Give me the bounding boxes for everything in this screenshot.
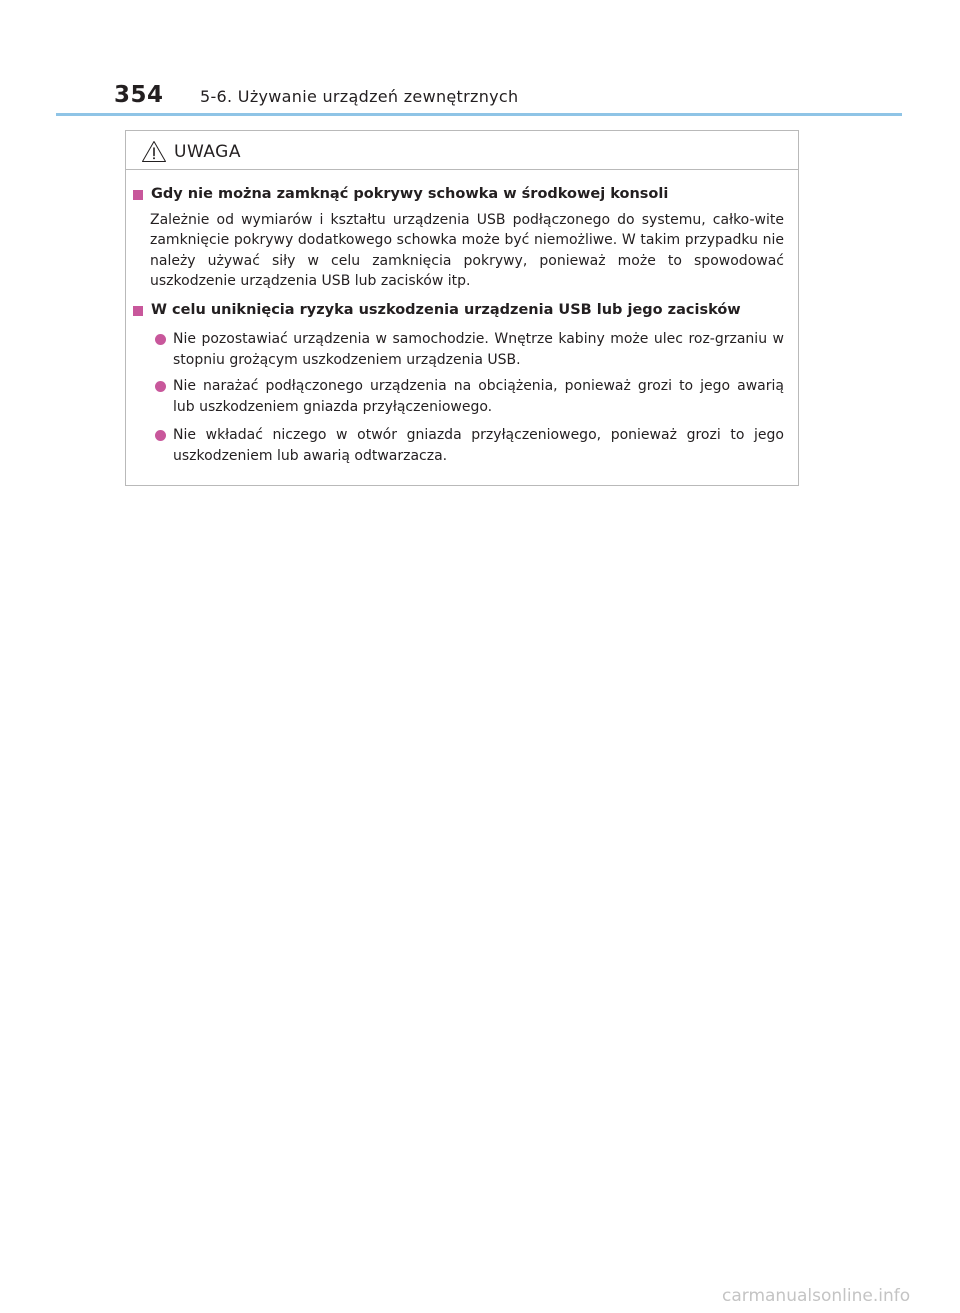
square-bullet-icon	[133, 306, 143, 316]
round-bullet-icon	[155, 430, 166, 441]
caution-label: UWAGA	[174, 142, 241, 162]
list-item-text: Nie pozostawiać urządzenia w samochodzie. Wnętrze kabiny może ulec roz-grzaniu w stopniu grożącym uszkodzeniem urządzenia USB.	[173, 331, 784, 368]
list-item-text: Nie wkładać niczego w otwór gniazda przyłączeniowego, ponieważ grozi to jego uszkodzeniem lub awarią odtwarzacza.	[173, 427, 784, 464]
warning-triangle-icon	[141, 140, 167, 163]
caution-box	[125, 130, 799, 486]
section-heading: Gdy nie można zamknąć pokrywy schowka w środkowej konsoli	[151, 186, 669, 202]
section-title: 5-6. Używanie urządzeń zewnętrznych	[200, 87, 519, 106]
page-number: 354	[114, 82, 164, 108]
list-item-text: Nie narażać podłączonego urządzenia na obciążenia, ponieważ grozi to jego awarią lub uszkodzeniem gniazda przyłączeniowego.	[173, 378, 784, 415]
section-paragraph: Zależnie od wymiarów i kształtu urządzenia USB podłączonego do systemu, całko-wite zamknięcie pokrywy dodatkowego schowka może być niemożliwe. W takim przypadku nie należy używać siły w celu zamknięcia pokrywy, ponieważ może to spowodować uszkodzenie urządzenia USB lub zacisków itp.	[150, 212, 784, 289]
section-heading: W celu uniknięcia ryzyka uszkodzenia urządzenia USB lub jego zacisków	[151, 302, 741, 318]
round-bullet-icon	[155, 381, 166, 392]
caution-header	[126, 131, 798, 170]
watermark: carmanualsonline.info	[722, 1286, 911, 1306]
header-divider	[56, 113, 902, 116]
square-bullet-icon	[133, 190, 143, 200]
round-bullet-icon	[155, 334, 166, 345]
